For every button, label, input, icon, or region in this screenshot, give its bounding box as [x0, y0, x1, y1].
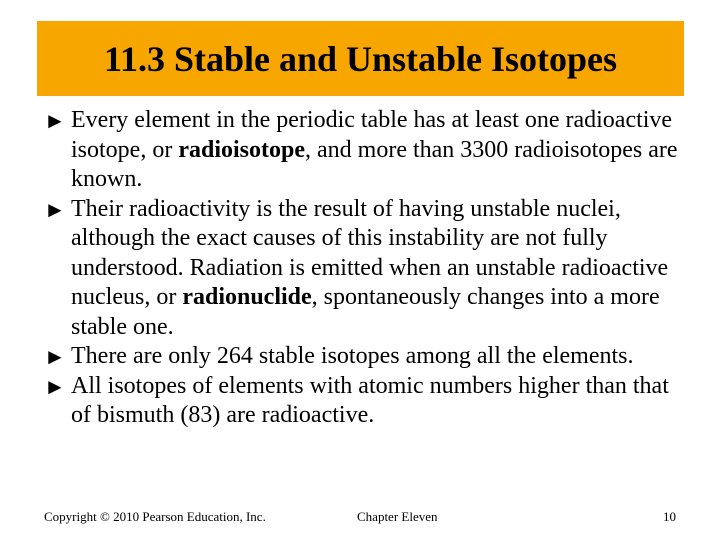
bullet-text: All isotopes of elements with atomic numbers higher than that of bismuth (83) are radioactive. — [71, 372, 669, 428]
bullet-item — [44, 106, 694, 195]
footer-chapter: Chapter Eleven — [357, 509, 438, 524]
bullet-text: There are only 264 stable isotopes among all the elements. — [71, 343, 634, 369]
bullet-item — [44, 195, 694, 343]
bullet-term: radioisotope — [178, 136, 305, 163]
bullet-arrow-icon: ► — [44, 196, 66, 222]
bullet-text: , and more than 3300 radioisotopes are known. — [71, 136, 678, 192]
bullet-item — [44, 342, 694, 372]
bullet-text: Every element in the periodic table has at least one radioactive isotope, or — [71, 107, 673, 163]
title-band — [37, 21, 684, 96]
footer-page-number: 10 — [663, 509, 676, 524]
bullet-item — [44, 372, 694, 431]
bullet-arrow-icon: ► — [44, 344, 66, 369]
bullet-arrow-icon: ► — [44, 373, 66, 399]
slide-title: 11.3 Stable and Unstable Isotopes — [103, 38, 618, 79]
footer-copyright: Copyright © 2010 Pearson Education, Inc. — [44, 509, 266, 524]
bullet-text: , spontaneously changes into a more stable one. — [71, 284, 660, 340]
bullet-arrow-icon: ► — [44, 108, 66, 133]
bullet-text: Their radioactivity is the result of having unstable nuclei, although the exact causes of this instability are not fully understood. Radiation is emitted when an unstable radioactive nucleus, or — [71, 195, 669, 310]
bullet-list — [44, 106, 694, 431]
bullet-term: radionuclide — [182, 284, 312, 310]
